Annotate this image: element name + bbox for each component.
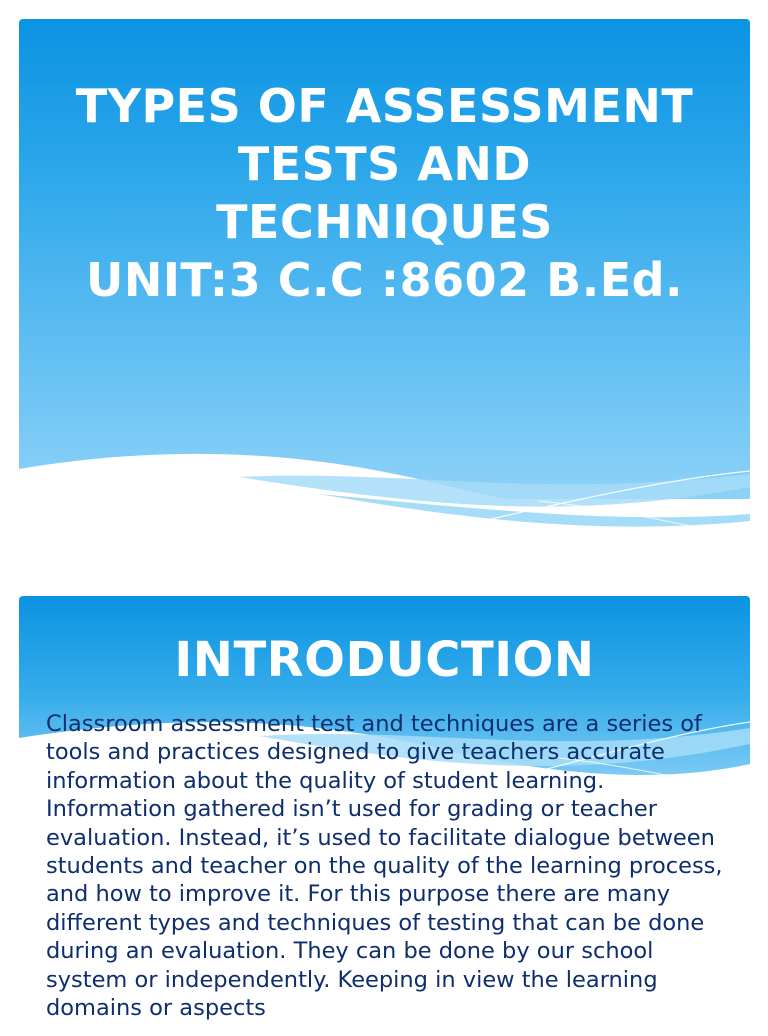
slide-body-text: Classroom assessment test and techniques are a series of tools and practices designed to give teachers accurate information about the quality of student learning. Information gathered isn’t used for grading or teacher evaluation. Instead, it’s used to facilitate dialogue between students and teacher on the quality of the learning process, and how to improve it. For this purpose there are many different types and techniques of testing that can be done during an evaluation. They can be done by our school system or independently. Keeping in view the learning domains or aspects <box>46 711 723 1022</box>
title-line: TESTS AND <box>237 137 532 191</box>
wave-decoration <box>19 439 750 570</box>
title-slide <box>19 19 750 570</box>
title-line: TECHNIQUES <box>216 195 553 249</box>
title-line: TYPES OF ASSESSMENT <box>75 79 694 133</box>
slide-heading: INTRODUCTION <box>174 632 595 688</box>
title-line: UNIT:3 C.C :8602 B.Ed. <box>85 253 684 307</box>
presentation-title <box>19 77 750 309</box>
introduction-slide <box>19 596 750 1036</box>
